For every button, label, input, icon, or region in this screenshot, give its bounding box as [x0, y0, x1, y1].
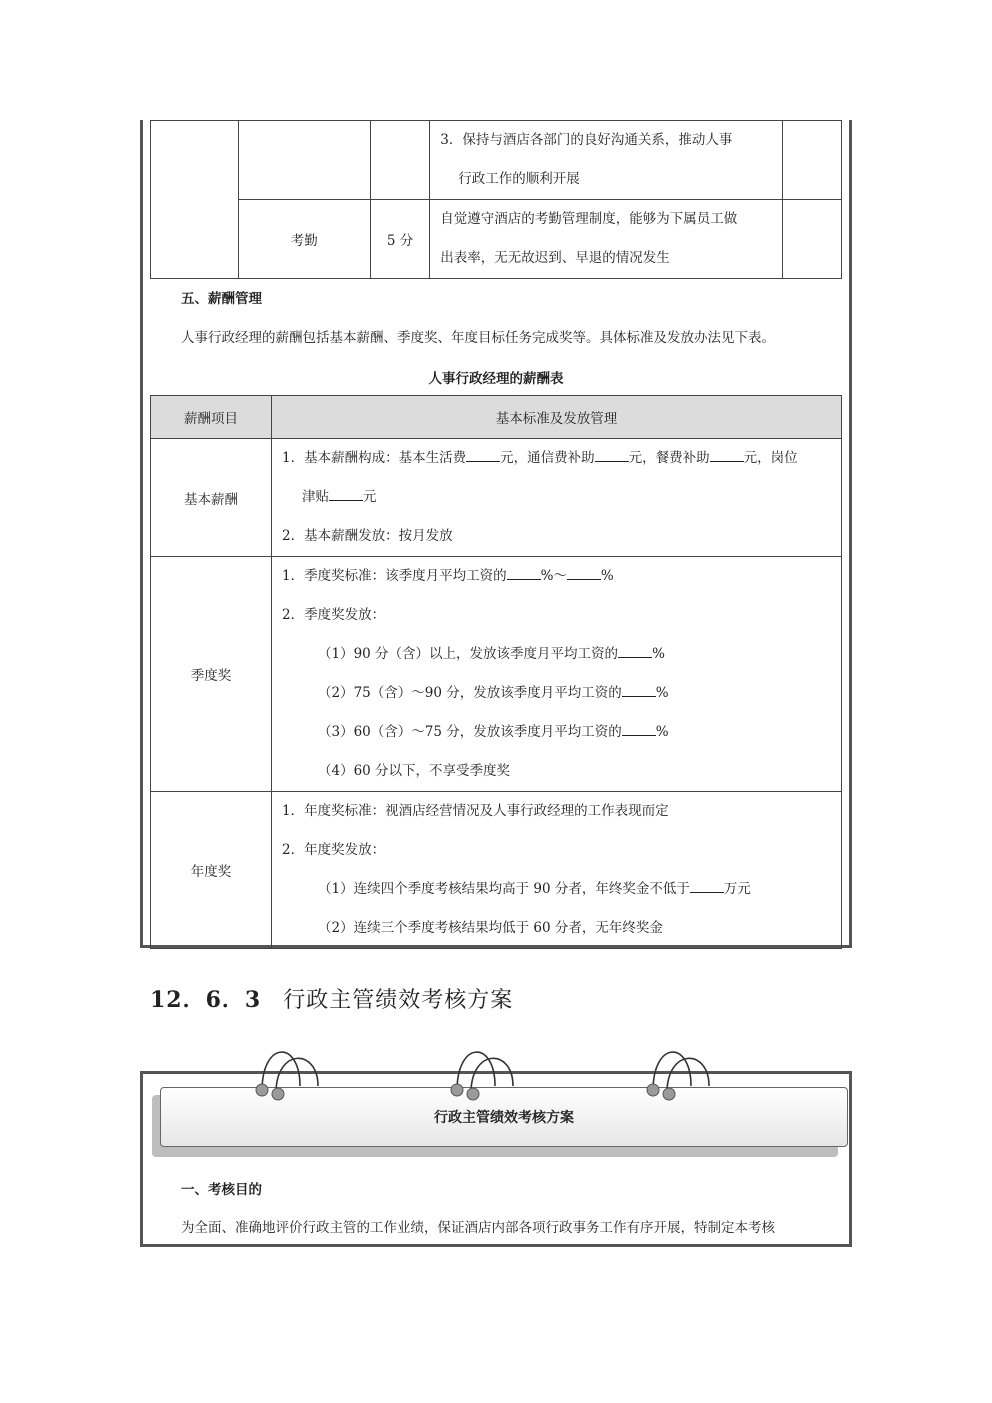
content-line: （4）60 分以下，不享受季度奖	[318, 763, 511, 779]
remark-cell	[783, 121, 842, 200]
banner-title: 行政主管绩效考核方案	[434, 1110, 574, 1126]
criteria-line: 行政工作的顺利开展	[458, 171, 580, 187]
table-title: 人事行政经理的薪酬表	[428, 371, 564, 387]
content-line: 1．年度奖标准：视酒店经营情况及人事行政经理的工作表现而定	[282, 803, 669, 819]
section-title-text: 行政主管绩效考核方案	[283, 988, 514, 1013]
section-heading: 五、薪酬管理	[181, 291, 262, 307]
content-line: （2）75（含）～90 分，发放该季度月平均工资的 %	[282, 674, 831, 713]
row-content	[272, 557, 842, 792]
table-header-row	[151, 396, 842, 439]
table-row	[151, 121, 842, 200]
table-row	[151, 200, 842, 279]
criteria-cell	[430, 121, 783, 200]
content-line: 津贴 元	[282, 478, 831, 517]
table-row	[151, 792, 842, 949]
plan-section-heading: 一、考核目的	[181, 1182, 262, 1198]
content-line: 2．季度奖发放：	[282, 607, 386, 623]
criteria-cell	[430, 200, 783, 279]
category-cell	[151, 121, 239, 279]
row-content	[272, 439, 842, 557]
item-cell: 考勤	[238, 200, 370, 279]
content-line: （1）连续四个季度考核结果均高于 90 分者，年终奖金不低于 万元	[282, 870, 831, 909]
section-number: 12．6．3	[150, 987, 262, 1013]
content-line: 1．季度奖标准：该季度月平均工资的 %～ %	[282, 557, 831, 596]
row-label: 季度奖	[151, 557, 272, 792]
content-line: 1．基本薪酬构成：基本生活费 元，通信费补助 元，餐费补助 元，岗位	[282, 439, 831, 478]
salary-table	[150, 395, 842, 949]
header-standard: 基本标准及发放管理	[272, 396, 842, 439]
score-cell: 5 分	[370, 200, 429, 279]
item-cell	[238, 121, 370, 200]
assessment-table	[150, 120, 842, 279]
content-line: 2．基本薪酬发放：按月发放	[282, 528, 453, 544]
remark-cell	[783, 200, 842, 279]
plan-paragraph: 为全面、准确地评价行政主管的工作业绩，保证酒店内部各项行政事务工作有序开展，特制定本考核	[181, 1220, 775, 1236]
header-item: 薪酬项目	[151, 396, 272, 439]
table-row	[151, 557, 842, 792]
score-cell	[370, 121, 429, 200]
criteria-line: 出表率，无无故迟到、早退的情况发生	[440, 250, 670, 266]
section-paragraph: 人事行政经理的薪酬包括基本薪酬、季度奖、年度目标任务完成奖等。具体标准及发放办法见下表。	[181, 330, 775, 346]
row-label: 年度奖	[151, 792, 272, 949]
section-title	[150, 983, 513, 1014]
row-label: 基本薪酬	[151, 439, 272, 557]
plan-banner	[160, 1087, 848, 1147]
content-line: （1）90 分（含）以上，发放该季度月平均工资的 %	[282, 635, 831, 674]
criteria-line: 自觉遵守酒店的考勤管理制度，能够为下属员工做	[440, 211, 738, 227]
content-line: （2）连续三个季度考核结果均低于 60 分者，无年终奖金	[318, 920, 663, 936]
row-content	[272, 792, 842, 949]
criteria-line: 3．保持与酒店各部门的良好沟通关系，推动人事	[440, 132, 733, 148]
content-line: （3）60（含）～75 分，发放该季度月平均工资的 %	[282, 713, 831, 752]
content-line: 2．年度奖发放：	[282, 842, 386, 858]
table-row	[151, 439, 842, 557]
